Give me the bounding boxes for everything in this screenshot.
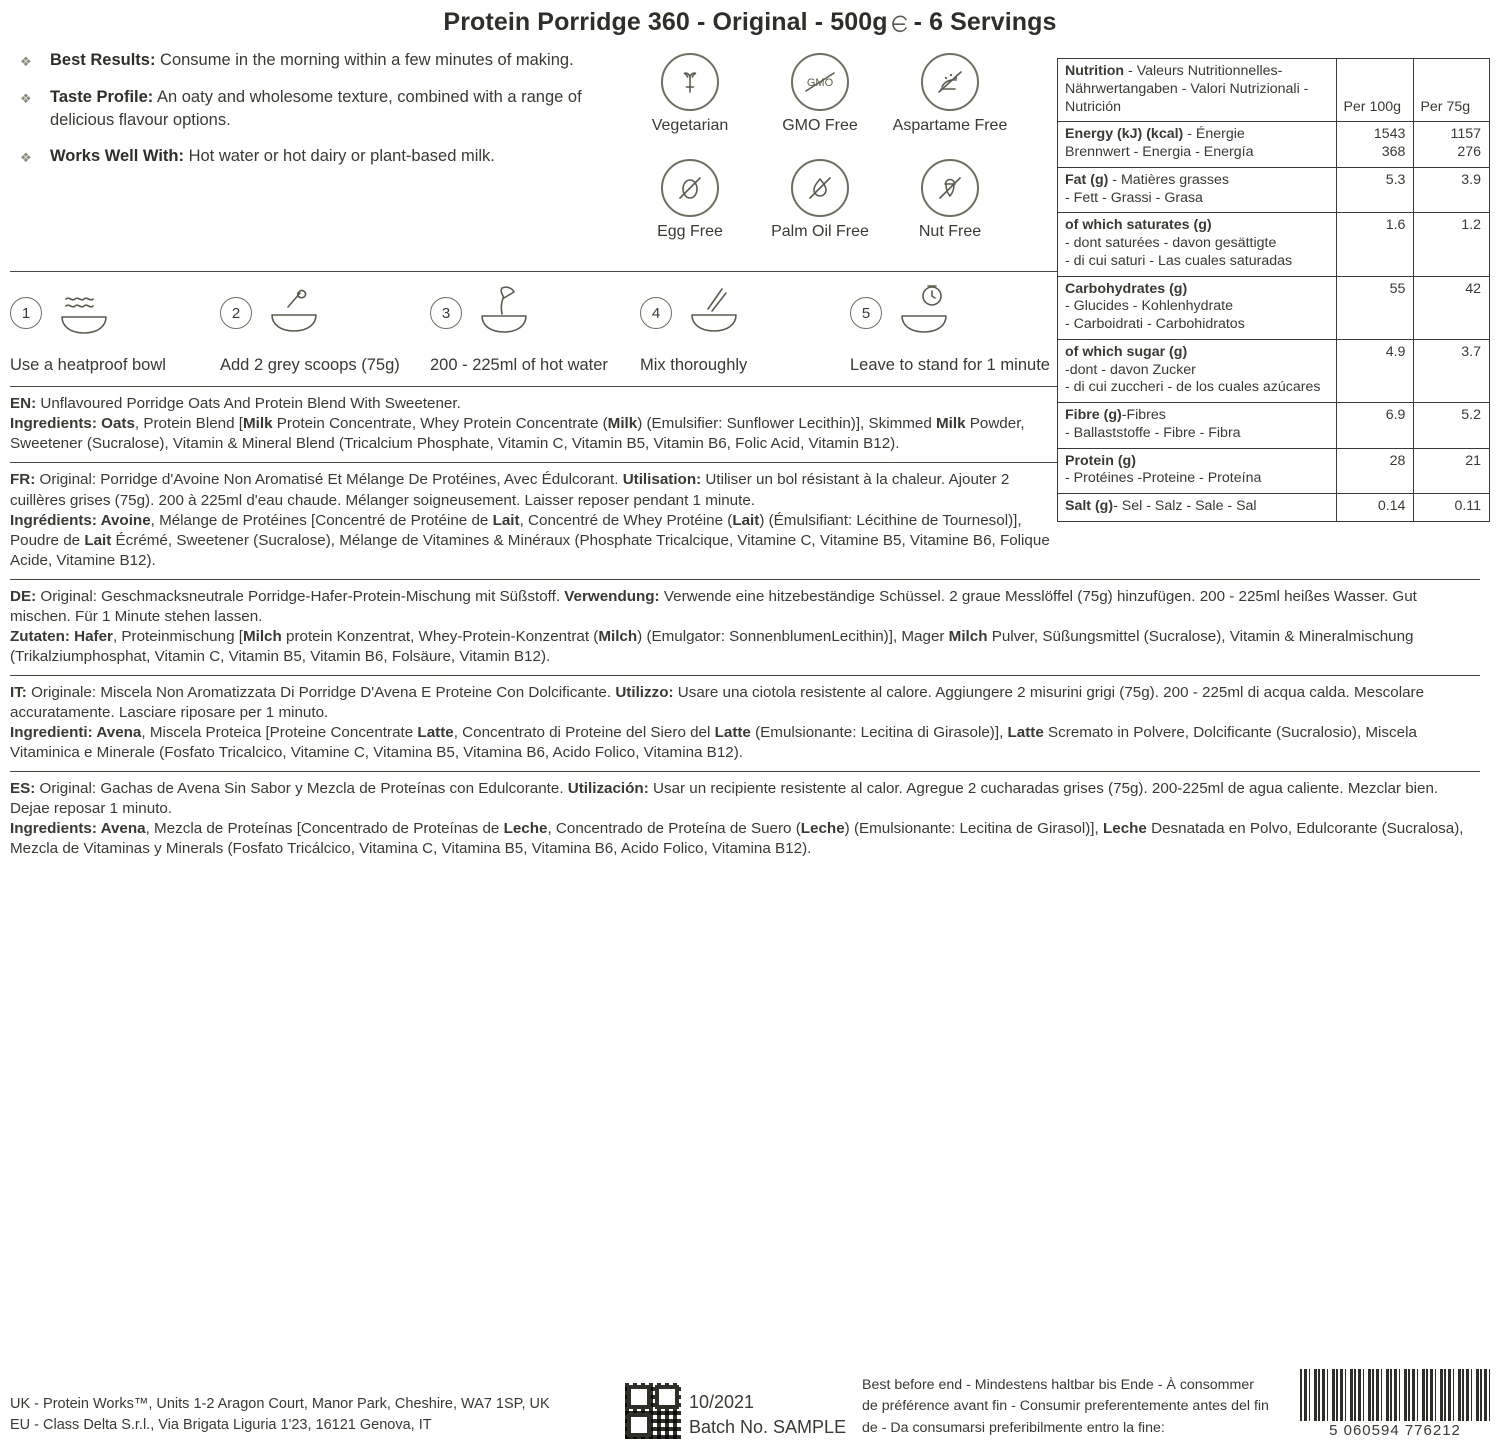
barcode-icon [1300, 1369, 1490, 1421]
badge-label: Aspartame Free [892, 117, 1008, 134]
badge-label: Vegetarian [651, 117, 729, 134]
nutrition-row-protein: Protein (g) - Protéines -Proteine - Proteína 28 21 [1058, 448, 1490, 494]
nutrient-sub-html: - Glucides - Kohlenhydrate - Carboidrati - Carbohidratos [1065, 298, 1245, 332]
step-text: 200 - 225ml of hot water [430, 356, 608, 374]
nutrient-sub: Brennwert - Energia - Energía [1065, 144, 1254, 160]
usage-label: Best Results: [50, 51, 156, 69]
badge-nut-free [886, 159, 1014, 241]
lang-code: DE: [10, 587, 37, 605]
badge-gmo-free [756, 53, 884, 135]
usage-text: Consume in the morning within a few minutes of making. [155, 51, 574, 69]
lang-ingredients: Zutaten: Hafer, Proteinmischung [Milch protein Konzentrat, Whey-Protein-Konzentrat (Milch) (Emulgator: SonnenblumenLecithin)], Mager Milch Pulver, Süßungsmittel (Sucralose), Vitamin & Mineralmischung (Trikalziumphosphat, Vitamin C, Vitamin B5, Vitamin B6, Folsäure, Vitamin B12). [10, 627, 1414, 665]
nutrient-name: Energy (kJ) (kcal) [1065, 126, 1184, 143]
barcode-number: 5 060594 776212 [1329, 1422, 1461, 1439]
nutrition-row-salt: Salt (g)- Sel - Salz - Sale - Sal 0.14 0.11 [1058, 494, 1490, 522]
lang-code: EN: [10, 395, 37, 413]
batch-block [625, 1383, 846, 1439]
lang-ingredients: Ingredienti: Avena, Miscela Proteica [Proteine Concentrate Latte, Concentrato di Proteine del Siero del Latte (Emulsionante: Lecitina di Girasole)], Latte Scremato in Polvere, Dolcificante (Sucralosio), Miscela Vitaminica e Minerale (Fosfato Tricalcico, Vitamine C, Vitamina B5, Vitamina B6, Acido Folico, Vitamina B12). [10, 724, 1417, 762]
divider [10, 271, 1060, 272]
nutrition-row-saturates: of which saturates (g) - dont saturées - davon gesättigte - di cui saturi - Las cuales saturadas 1.6 1.2 [1058, 213, 1490, 276]
lang-desc: Unflavoured Porridge Oats And Protein Blend With Sweetener. [36, 395, 461, 413]
ingredients-sections [10, 386, 1060, 579]
step-3 [430, 282, 640, 376]
heatproof-bowl-icon [52, 285, 122, 341]
lang-code: FR: [10, 471, 36, 489]
barcode [1300, 1369, 1490, 1439]
bullet-icon: ❖ [20, 54, 32, 69]
badge-palm-oil-free [756, 159, 884, 241]
lang-block-fr [10, 463, 1060, 578]
bullet-icon: ❖ [20, 150, 32, 166]
page-title [10, 0, 1490, 37]
address-line-uk: UK - Protein Works™, Units 1-2 Aragon Court, Manor Park, Cheshire, WA7 1SP, UK [10, 1395, 550, 1412]
nutrition-row-carbohydrates: Carbohydrates (g) - Glucides - Kohlenhydrate - Carboidrati - Carbohidratos 55 42 [1058, 276, 1490, 339]
nutrition-row-fibre: Fibre (g)-Fibres - Ballaststoffe - Fibre - Fibra 6.9 5.2 [1058, 403, 1490, 449]
batch-number: Batch No. SAMPLE [689, 1416, 847, 1437]
e-mark-icon [890, 12, 910, 34]
footer [10, 1365, 1490, 1441]
badge-vegetarian [626, 53, 754, 135]
lang-block-en [10, 387, 1060, 462]
step-number: 4 [640, 297, 672, 329]
step-1 [10, 282, 220, 376]
page-title-servings: - 6 Servings [913, 8, 1057, 36]
address-line-eu: EU - Class Delta S.r.l., Via Brigata Liguria 1'23, 16121 Genova, IT [10, 1417, 432, 1434]
qr-code-icon [625, 1383, 681, 1439]
lang-ingredients: Ingredients: Avena, Mezcla de Proteínas [Concentrado de Proteínas de Leche, Concentrado de Proteína de Suero (Leche) (Emulsionante: Lecitina de Girasol)], Leche Desnatada en Polvo, Edulcorante (Sucralosa), Mezcla de Vitaminas y Minerals (Fosfato Tricálcico, Vitamina C, Vitamina B5, Vitamina B6, Acido Folico, Vitamina B12). [10, 820, 1464, 858]
usage-label: Works Well With: [50, 147, 184, 166]
lang-desc: Original: Geschmacksneutrale Porridge-Hafer-Protein-Mischung mit Süßstoff. Verwendung: Verwende eine hitzebeständige Schüssel. 2 graue Messlöffel (75g) hinzufügen. 200 - 225ml heißes Wasser. Gut mischen. Für 1 Minute stehen lassen. [10, 587, 1417, 625]
step-text: Use a heatproof bowl [10, 356, 166, 374]
step-number: 5 [850, 297, 882, 329]
step-text: Add 2 grey scoops (75g) [220, 356, 400, 374]
nutrition-row-energy: Energy (kJ) (kcal) - Énergie Brennwert - Energia - Energía 1543 368 1157 276 [1058, 122, 1490, 168]
badge-label: Egg Free [657, 223, 723, 240]
badge-label: GMO Free [782, 117, 858, 134]
step-5 [850, 282, 1060, 376]
usage-item [20, 49, 625, 72]
lang-code: IT: [10, 684, 27, 702]
usage-item [20, 86, 625, 132]
best-before-text: Best before end - Mindestens haltbar bis Ende - À consommer de préférence avant fin - Consumir preferentemente antes del fin de - Da consumarsi preferibilmente entro la fine: [862, 1377, 1269, 1436]
aspartame-free-icon [921, 53, 979, 111]
lang-ingredients: Ingredients: Oats, Protein Blend [Milk Protein Concentrate, Whey Protein Concentrate (Milk) (Emulsifier: Sunflower Lecithin)], Skimmed Milk Powder, Sweetener (Sucralose), Vitamin & Mineral Blend (Tricalcium Phosphate, Vitamin C, Vitamin B5, Vitamin B6, Folic Acid, Vitamin B12). [10, 415, 1025, 453]
nutrition-row-fat: Fat (g) - Matières grasses - Fett - Grassi - Grasa 5.3 3.9 [1058, 167, 1490, 213]
mix-icon [682, 285, 752, 341]
badge-label: Palm Oil Free [771, 223, 869, 240]
lang-block-de [10, 580, 1480, 675]
usage-text: An oaty and wholesome texture, combined with a range of delicious flavour options. [50, 87, 582, 129]
lang-desc: Original: Gachas de Avena Sin Sabor y Mezcla de Proteínas con Edulcorante. Utilización: Usar un recipiente resistente al calor. Agregue 2 cucharadas grises (75g). 200-225ml de agua caliente. Mezclar bien. Dejae reposar 1 minuto. [10, 780, 1439, 818]
pour-water-icon [472, 284, 542, 342]
batch-date: 10/2021 [689, 1392, 755, 1413]
badges [625, 49, 1015, 249]
nutrition-table [1057, 58, 1490, 522]
nutrition-col-per75g: Per 75g [1414, 59, 1490, 122]
badge-egg-free [626, 159, 754, 241]
badge-aspartame-free [886, 53, 1014, 135]
bullet-icon: ❖ [20, 90, 32, 106]
nutrition-header-row [1058, 59, 1490, 122]
vegetarian-icon [661, 53, 719, 111]
step-number: 2 [220, 297, 252, 329]
gmo-free-icon [791, 53, 849, 111]
palm-oil-free-icon [791, 159, 849, 217]
step-number: 1 [10, 297, 42, 329]
step-text: Leave to stand for 1 minute [850, 356, 1050, 374]
badge-label: Nut Free [918, 223, 982, 240]
manufacturer-address [10, 1394, 550, 1438]
step-2 [220, 282, 430, 376]
page-title-text: Protein Porridge 360 - Original - 500g [443, 8, 888, 36]
usage-label: Taste Profile: [50, 87, 154, 106]
step-4 [640, 282, 850, 376]
lang-code: ES: [10, 780, 36, 798]
usage-text: Hot water or hot dairy or plant-based milk. [184, 147, 495, 166]
preparation-steps-section [10, 259, 1060, 376]
nut-free-icon [921, 159, 979, 217]
nutrition-header-title: Nutrition - Valeurs Nutritionnelles-Nährwertangaben - Valori Nutrizionali - Nutrición [1065, 63, 1309, 115]
lang-desc: Originale: Miscela Non Aromatizzata Di Porridge D'Avena E Proteine Con Dolcificante. Utilizzo: Usare una ciotola resistente al calore. Aggiungere 2 misurini grigi (75g). 200 - 225ml di acqua calda. Mescolare accuratamente. Lasciare riposare per 1 minuto. [10, 684, 1425, 722]
nutrient-sub-html: - dont saturées - davon gesättigte - di cui saturi - Las cuales saturadas [1065, 235, 1293, 269]
timer-icon [892, 284, 962, 342]
svg-text:GMO: GMO [806, 77, 834, 89]
lang-ingredients: Ingrédients: Avoine, Mélange de Protéines [Concentré de Protéine de Lait, Concentré de Whey Protéine (Lait) (Émulsifiant: Lécithine de Tournesol)], Poudre de Lait Écrémé, Sweetener (Sucralose), Mélange de Vitamines & Minéraux (Phosphate Tricalcique, Vitamine C, Vitamine B5, Vitamine B6, Folique Acide, Vitamine B12). [10, 511, 1050, 569]
usage-notes [10, 49, 625, 182]
lang-block-es [10, 772, 1480, 867]
nutrition-row-sugar: of which sugar (g) -dont - davon Zucker - di cui zuccheri - de los cuales azúcares 4.9 3.7 [1058, 339, 1490, 402]
step-number: 3 [430, 297, 462, 329]
nutrition-col-per100g: Per 100g [1337, 59, 1414, 122]
scoop-bowl-icon [262, 285, 332, 341]
usage-item [20, 145, 625, 168]
preparation-steps [10, 282, 1060, 376]
egg-free-icon [661, 159, 719, 217]
lang-desc: Original: Porridge d'Avoine Non Aromatisé Et Mélange De Protéines, Avec Édulcorant. Utilisation: Utiliser un bol résistant à la chaleur. Ajouter 2 cuillères grises (75g). 200 à 225ml d'eau chaude. Mélanger soigneusement. Laisser reposer pendant 1 minute. [10, 471, 1010, 509]
nutrient-sub-html: -dont - davon Zucker - di cui zuccheri - de los cuales azúcares [1065, 361, 1321, 396]
step-text: Mix thoroughly [640, 356, 748, 374]
lang-block-it [10, 676, 1480, 771]
